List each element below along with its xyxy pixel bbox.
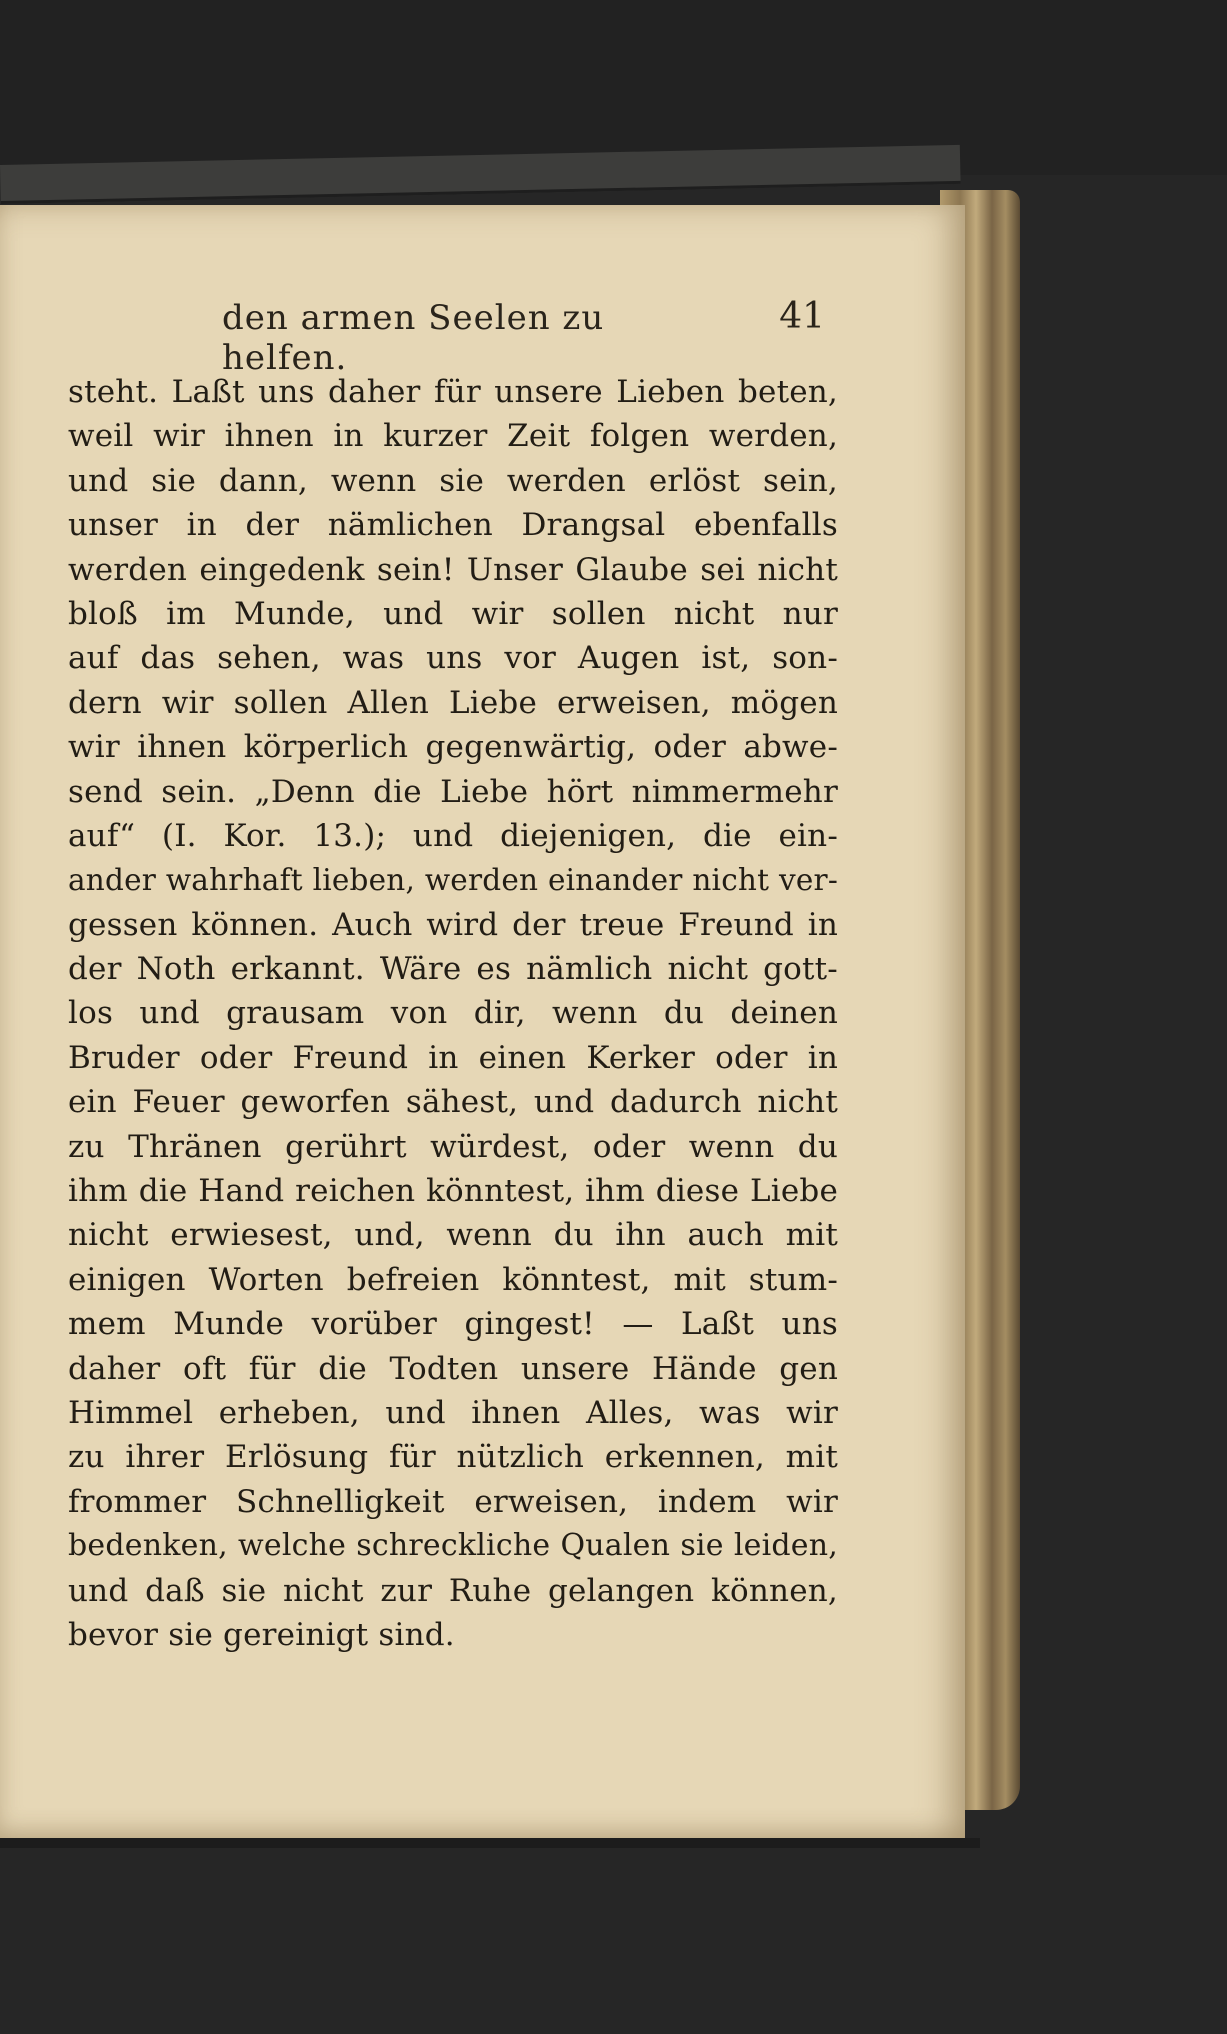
text-line: bevor sie gereinigt sind. [68,1616,455,1653]
text-line: zu ihrer Erlösung für nützlich erkennen, mit [68,1439,838,1476]
text-line: wir ihnen körperlich gegenwärtig, oder abwe- [68,729,838,766]
text-line: ander wahrhaft lieben, werden einander nicht ver- [68,863,838,898]
running-head: den armen Seelen zu helfen. [222,298,605,378]
text-line: ein Feuer geworfen sähest, und dadurch nicht [68,1084,838,1121]
text-line: daher oft für die Todten unsere Hände gen [68,1350,838,1387]
text-line: Bruder oder Freund in einen Kerker oder in [68,1039,838,1076]
text-line: der Noth erkannt. Wäre es nämlich nicht gott- [68,951,838,988]
page-bottom-shadow [0,1838,980,1848]
text-line: auf das sehen, was uns vor Augen ist, son- [68,640,838,677]
text-line: frommer Schnelligkeit erweisen, indem wir [68,1483,838,1520]
text-line: weil wir ihnen in kurzer Zeit folgen werden, [68,418,838,455]
page-number: 41 [779,296,825,337]
text-line: mem Munde vorüber gingest! — Laßt uns [68,1306,838,1343]
text-line: und daß sie nicht zur Ruhe gelangen können, [68,1572,838,1609]
text-line: bloß im Munde, und wir sollen nicht nur [68,595,838,632]
text-line: los und grausam von dir, wenn du deinen [68,995,838,1032]
text-line: auf“ (I. Kor. 13.); und diejenigen, die ein- [68,817,838,854]
text-line: dern wir sollen Allen Liebe erweisen, mögen [68,684,838,721]
text-line: nicht erwiesest, und, wenn du ihn auch mit [68,1217,838,1254]
text-line: ihm die Hand reichen könntest, ihm diese Liebe [68,1173,838,1210]
body-text [68,370,838,1657]
text-line: und sie dann, wenn sie werden erlöst sein, [68,462,838,499]
text-line: send sein. „Denn die Liebe hört nimmermehr [68,773,838,810]
text-line: unser in der nämlichen Drangsal ebenfalls [68,507,838,544]
text-line: Himmel erheben, und ihnen Alles, was wir [68,1394,838,1431]
text-line: bedenken, welche schreckliche Qualen sie leiden, [68,1528,838,1564]
dark-background [0,0,1227,175]
text-line: zu Thränen gerührt würdest, oder wenn du [68,1128,838,1165]
text-line: steht. Laßt uns daher für unsere Lieben beten, [68,374,838,410]
text-line: einigen Worten befreien könntest, mit stum- [68,1261,838,1298]
text-line: werden eingedenk sein! Unser Glaube sei nicht [68,551,838,588]
text-line: gessen können. Auch wird der treue Freund in [68,906,838,943]
